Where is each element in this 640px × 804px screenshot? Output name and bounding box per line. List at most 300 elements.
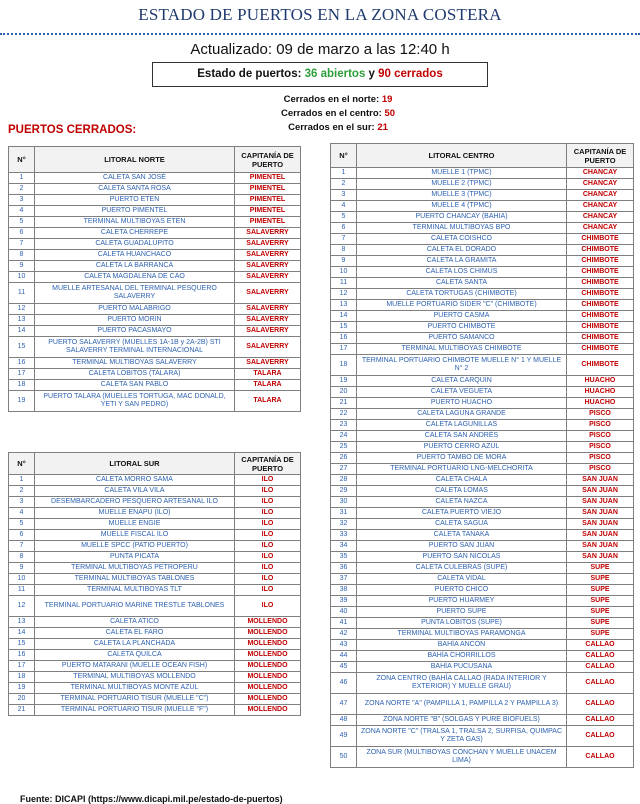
row-number: 9 xyxy=(9,563,35,574)
row-number: 42 xyxy=(331,629,357,640)
table-row xyxy=(331,179,634,190)
harbor-authority: SALAVERRY xyxy=(235,239,301,250)
row-number: 10 xyxy=(9,574,35,585)
port-name: CALETA SAN PABLO xyxy=(35,380,235,391)
port-name: CALETA NAZCA xyxy=(357,497,567,508)
table-row xyxy=(9,552,301,563)
table-row xyxy=(331,747,634,768)
row-number: 40 xyxy=(331,607,357,618)
north-closed-value: 19 xyxy=(381,94,393,105)
port-name: ZONA CENTRO (BAHÍA CALLAO (RADA INTERIOR Y EXTERIOR) Y MUELLE GRAU) xyxy=(357,673,567,694)
port-name: TERMINAL MULTIBOYAS PARAMONGA xyxy=(357,629,567,640)
table-row xyxy=(331,300,634,311)
table-row xyxy=(331,607,634,618)
harbor-authority: SALAVERRY xyxy=(235,272,301,283)
table-row xyxy=(9,283,301,304)
row-number: 16 xyxy=(331,333,357,344)
litoral-sur-table xyxy=(8,452,301,716)
port-name: DESEMBARCADERO PESQUERO ARTESANAL ILO xyxy=(35,497,235,508)
table-row xyxy=(331,201,634,212)
port-name: CALETA LOMAS xyxy=(357,486,567,497)
row-number: 19 xyxy=(331,376,357,387)
table-row xyxy=(9,369,301,380)
harbor-authority-column-header: CAPITANÍA DE PUERTO xyxy=(235,147,301,173)
row-number: 1 xyxy=(9,475,35,486)
harbor-authority: SUPE xyxy=(567,585,634,596)
row-number: 6 xyxy=(331,223,357,234)
harbor-authority: MOLLENDO xyxy=(235,694,301,705)
port-name: CALETA VILA VILA xyxy=(35,486,235,497)
harbor-authority: HUACHO xyxy=(567,376,634,387)
table-row xyxy=(9,304,301,315)
table-row xyxy=(9,541,301,552)
port-name: CALETA CARQUIN xyxy=(357,376,567,387)
port-name: BAHÍA CHORRILLOS xyxy=(357,651,567,662)
harbor-authority: SALAVERRY xyxy=(235,250,301,261)
table-row xyxy=(331,552,634,563)
row-number: 2 xyxy=(9,184,35,195)
port-column-header: LITORAL CENTRO xyxy=(357,144,567,168)
table-row xyxy=(331,322,634,333)
harbor-authority: SALAVERRY xyxy=(235,283,301,304)
harbor-authority: CHANCAY xyxy=(567,168,634,179)
row-number: 4 xyxy=(9,508,35,519)
harbor-authority: SUPE xyxy=(567,618,634,629)
harbor-authority: PISCO xyxy=(567,420,634,431)
harbor-authority: SAN JUAN xyxy=(567,475,634,486)
port-name: CALETA ATICO xyxy=(35,617,235,628)
harbor-authority: TALARA xyxy=(235,380,301,391)
port-name: PUERTO SALAVERRY (MUELLES 1A-1B y 2A-2B) STI SALAVERRY TERMINAL INTERNACIONAL xyxy=(35,337,235,358)
table-row xyxy=(331,530,634,541)
table-row xyxy=(331,190,634,201)
table-row xyxy=(331,333,634,344)
north-closed-label: Cerrados en el norte: xyxy=(283,94,382,105)
harbor-authority: SALAVERRY xyxy=(235,337,301,358)
port-name: TERMINAL MULTIBOYAS BPO xyxy=(357,223,567,234)
table-row xyxy=(9,519,301,530)
table-row xyxy=(9,250,301,261)
harbor-authority: ILO xyxy=(235,574,301,585)
harbor-authority: CHANCAY xyxy=(567,201,634,212)
row-number: 37 xyxy=(331,574,357,585)
port-name: CALETA CULEBRAS (SUPE) xyxy=(357,563,567,574)
row-number: 6 xyxy=(9,228,35,239)
harbor-authority: CHIMBOTE xyxy=(567,278,634,289)
port-name: CALETA LA BARRANCA xyxy=(35,261,235,272)
port-name: ZONA NORTE "C" (TRALSA 1, TRALSA 2, SURFISA, QUIMPAC Y ZETA GAS) xyxy=(357,726,567,747)
port-name: PUERTO CHICO xyxy=(357,585,567,596)
row-number: 11 xyxy=(331,278,357,289)
harbor-authority: CHANCAY xyxy=(567,223,634,234)
port-name: CALETA CHALA xyxy=(357,475,567,486)
port-name: PUERTO PACASMAYO xyxy=(35,326,235,337)
harbor-authority: MOLLENDO xyxy=(235,650,301,661)
harbor-authority: PIMENTEL xyxy=(235,217,301,228)
south-closed-value: 21 xyxy=(377,122,388,133)
row-number: 7 xyxy=(331,234,357,245)
port-name: MUELLE ENGIE xyxy=(35,519,235,530)
row-number: 21 xyxy=(331,398,357,409)
port-name: MUELLE 2 (TPMC) xyxy=(357,179,567,190)
row-number: 1 xyxy=(331,168,357,179)
row-number: 4 xyxy=(331,201,357,212)
port-name: PUERTO PIMENTEL xyxy=(35,206,235,217)
number-column-header: N° xyxy=(9,453,35,475)
port-name: CALETA TORTUGAS (CHIMBOTE) xyxy=(357,289,567,300)
table-row xyxy=(331,585,634,596)
port-name: PUERTO CERRO AZUL xyxy=(357,442,567,453)
port-column-header: LITORAL NORTE xyxy=(35,147,235,173)
row-number: 22 xyxy=(331,409,357,420)
port-name: CALETA MORRO SAMA xyxy=(35,475,235,486)
south-closed-label: Cerrados en el sur: xyxy=(288,122,378,133)
port-name: PUERTO CASMA xyxy=(357,311,567,322)
table-row xyxy=(331,278,634,289)
row-number: 16 xyxy=(9,650,35,661)
table-row xyxy=(331,234,634,245)
port-name: PUERTO ETEN xyxy=(35,195,235,206)
port-name: CALETA GUADALUPITO xyxy=(35,239,235,250)
harbor-authority: SUPE xyxy=(567,607,634,618)
row-number: 26 xyxy=(331,453,357,464)
table-row xyxy=(331,651,634,662)
harbor-authority: PIMENTEL xyxy=(235,206,301,217)
litoral-centro-table xyxy=(330,143,634,768)
row-number: 39 xyxy=(331,596,357,607)
harbor-authority: CHIMBOTE xyxy=(567,267,634,278)
harbor-authority: MOLLENDO xyxy=(235,683,301,694)
row-number: 24 xyxy=(331,431,357,442)
harbor-authority: PIMENTEL xyxy=(235,195,301,206)
harbor-authority: CHIMBOTE xyxy=(567,300,634,311)
harbor-authority: SALAVERRY xyxy=(235,315,301,326)
row-number: 7 xyxy=(9,541,35,552)
port-name: PUERTO HUACHO xyxy=(357,398,567,409)
port-name: PUNTA PICATA xyxy=(35,552,235,563)
table-row xyxy=(331,431,634,442)
harbor-authority: TALARA xyxy=(235,391,301,412)
harbor-authority: SAN JUAN xyxy=(567,519,634,530)
port-name: CALETA LAGUNA GRANDE xyxy=(357,409,567,420)
harbor-authority: ILO xyxy=(235,530,301,541)
port-name: CALETA LAGUNILLAS xyxy=(357,420,567,431)
harbor-authority: PIMENTEL xyxy=(235,173,301,184)
port-name: MUELLE PORTUARIO SIDER "C" (CHIMBOTE) xyxy=(357,300,567,311)
port-name: TERMINAL MULTIBOYAS PETROPERU xyxy=(35,563,235,574)
port-name: PUERTO TAMBO DE MORA xyxy=(357,453,567,464)
table-row xyxy=(331,442,634,453)
port-name: PUERTO SUPE xyxy=(357,607,567,618)
port-name: CALETA MAGDALENA DE CAO xyxy=(35,272,235,283)
harbor-authority: SAN JUAN xyxy=(567,541,634,552)
port-name: TERMINAL MULTIBOYAS MONTE AZUL xyxy=(35,683,235,694)
table-row xyxy=(9,508,301,519)
table-row xyxy=(9,563,301,574)
port-name: PUERTO HUARMEY xyxy=(357,596,567,607)
table-row xyxy=(9,228,301,239)
harbor-authority: ILO xyxy=(235,497,301,508)
table-row xyxy=(9,661,301,672)
port-name: TERMINAL MULTIBOYAS MOLLENDO xyxy=(35,672,235,683)
table-row xyxy=(331,311,634,322)
row-number: 12 xyxy=(9,304,35,315)
harbor-authority: SUPE xyxy=(567,563,634,574)
harbor-authority: SALAVERRY xyxy=(235,358,301,369)
harbor-authority: CHIMBOTE xyxy=(567,344,634,355)
row-number: 44 xyxy=(331,651,357,662)
status-conjunction: y xyxy=(365,68,379,80)
table-row xyxy=(9,337,301,358)
table-row xyxy=(331,420,634,431)
row-number: 8 xyxy=(331,245,357,256)
port-name: ZONA NORTE "B" (SOLGAS Y PURE BIOFUELS) xyxy=(357,715,567,726)
row-number: 20 xyxy=(331,387,357,398)
port-name: MUELLE SPCC (PATIO PUERTO) xyxy=(35,541,235,552)
harbor-authority: CHIMBOTE xyxy=(567,322,634,333)
table-row xyxy=(9,672,301,683)
harbor-authority: TALARA xyxy=(235,369,301,380)
port-name: TERMINAL MULTIBOYAS CHIMBOTE xyxy=(357,344,567,355)
table-row xyxy=(331,715,634,726)
row-number: 17 xyxy=(331,344,357,355)
table-header-row xyxy=(9,453,301,475)
port-name: CALETA SANTA xyxy=(357,278,567,289)
harbor-authority: MOLLENDO xyxy=(235,628,301,639)
table-row xyxy=(9,486,301,497)
port-status-summary-box xyxy=(152,62,488,87)
port-name: CALETA COISHCO xyxy=(357,234,567,245)
harbor-authority: MOLLENDO xyxy=(235,617,301,628)
number-column-header: N° xyxy=(9,147,35,173)
row-number: 27 xyxy=(331,464,357,475)
harbor-authority: MOLLENDO xyxy=(235,705,301,716)
table-row xyxy=(331,541,634,552)
litoral-norte-table xyxy=(8,146,301,412)
row-number: 19 xyxy=(9,391,35,412)
north-closed-line xyxy=(0,94,640,105)
harbor-authority: CALLAO xyxy=(567,673,634,694)
port-name: BAHÍA PUCUSANA xyxy=(357,662,567,673)
table-row xyxy=(331,267,634,278)
table-row xyxy=(9,705,301,716)
table-row xyxy=(331,398,634,409)
table-row xyxy=(9,650,301,661)
table-row xyxy=(9,206,301,217)
harbor-authority: CHANCAY xyxy=(567,212,634,223)
harbor-authority: HUACHO xyxy=(567,398,634,409)
row-number: 13 xyxy=(9,617,35,628)
harbor-authority: ILO xyxy=(235,519,301,530)
table-row xyxy=(9,173,301,184)
closed-count: 90 cerrados xyxy=(378,68,443,80)
port-name: MUELLE 4 (TPMC) xyxy=(357,201,567,212)
row-number: 41 xyxy=(331,618,357,629)
port-name: CALETA SAN ANDRÉS xyxy=(357,431,567,442)
port-name: PUERTO MALABRIGO xyxy=(35,304,235,315)
port-name: TERMINAL MULTIBOYAS SALAVERRY xyxy=(35,358,235,369)
port-name: MUELLE 3 (TPMC) xyxy=(357,190,567,201)
row-number: 29 xyxy=(331,486,357,497)
harbor-authority: CALLAO xyxy=(567,715,634,726)
row-number: 13 xyxy=(9,315,35,326)
port-name: PUERTO SAN NICOLAS xyxy=(357,552,567,563)
row-number: 17 xyxy=(9,369,35,380)
table-row xyxy=(9,380,301,391)
port-name: PUERTO SAMANCO xyxy=(357,333,567,344)
port-name: CALETA SAN JOSÉ xyxy=(35,173,235,184)
harbor-authority: ILO xyxy=(235,596,301,617)
port-name: PUNTA LOBITOS (SUPE) xyxy=(357,618,567,629)
port-name: CALETA QUILCA xyxy=(35,650,235,661)
port-name: TERMINAL PORTUARIO TISUR (MUELLE "F") xyxy=(35,705,235,716)
row-number: 18 xyxy=(331,355,357,376)
row-number: 14 xyxy=(331,311,357,322)
table-row xyxy=(331,694,634,715)
row-number: 34 xyxy=(331,541,357,552)
table-row xyxy=(331,508,634,519)
row-number: 19 xyxy=(9,683,35,694)
row-number: 12 xyxy=(9,596,35,617)
table-row xyxy=(9,184,301,195)
table-row xyxy=(331,245,634,256)
row-number: 31 xyxy=(331,508,357,519)
port-name: MUELLE ARTESANAL DEL TERMINAL PESQUERO SALAVERRY xyxy=(35,283,235,304)
port-name: PUERTO SAN JUAN xyxy=(357,541,567,552)
table-row xyxy=(331,376,634,387)
row-number: 16 xyxy=(9,358,35,369)
row-number: 4 xyxy=(9,206,35,217)
table-row xyxy=(9,639,301,650)
port-name: CALETA EL DORADO xyxy=(357,245,567,256)
table-row xyxy=(331,453,634,464)
port-name: PUERTO TALARA (MUELLES TORTUGA, MAC DONALD, YETI Y SAN PEDRO) xyxy=(35,391,235,412)
table-row xyxy=(331,475,634,486)
row-number: 36 xyxy=(331,563,357,574)
table-row xyxy=(9,358,301,369)
table-row xyxy=(9,475,301,486)
closed-ports-heading: PUERTOS CERRADOS: xyxy=(8,124,137,136)
port-name: TERMINAL PORTUARIO MARINE TRESTLE TABLONES xyxy=(35,596,235,617)
harbor-authority: PISCO xyxy=(567,464,634,475)
table-row xyxy=(9,261,301,272)
row-number: 47 xyxy=(331,694,357,715)
port-name: CALETA VIDAL xyxy=(357,574,567,585)
table-row xyxy=(331,344,634,355)
table-row xyxy=(331,223,634,234)
port-name: TERMINAL PORTUARIO LNG-MELCHORITA xyxy=(357,464,567,475)
harbor-authority: CALLAO xyxy=(567,662,634,673)
row-number: 18 xyxy=(9,380,35,391)
port-name: CALETA HUANCHACO xyxy=(35,250,235,261)
harbor-authority: SALAVERRY xyxy=(235,304,301,315)
harbor-authority: CHIMBOTE xyxy=(567,289,634,300)
harbor-authority: SUPE xyxy=(567,574,634,585)
harbor-authority: CALLAO xyxy=(567,651,634,662)
port-column-header: LITORAL SUR xyxy=(35,453,235,475)
row-number: 2 xyxy=(331,179,357,190)
row-number: 10 xyxy=(9,272,35,283)
port-name: CALETA VEGUETA xyxy=(357,387,567,398)
row-number: 21 xyxy=(9,705,35,716)
harbor-authority: CALLAO xyxy=(567,726,634,747)
harbor-authority: CALLAO xyxy=(567,747,634,768)
port-name: CALETA PUERTO VIEJO xyxy=(357,508,567,519)
row-number: 3 xyxy=(331,190,357,201)
open-count: 36 abiertos xyxy=(304,68,366,80)
port-name: PUERTO MORIN xyxy=(35,315,235,326)
table-row xyxy=(331,640,634,651)
row-number: 32 xyxy=(331,519,357,530)
row-number: 15 xyxy=(331,322,357,333)
row-number: 35 xyxy=(331,552,357,563)
harbor-authority: SALAVERRY xyxy=(235,228,301,239)
harbor-authority-column-header: CAPITANÍA DE PUERTO xyxy=(567,144,634,168)
row-number: 6 xyxy=(9,530,35,541)
row-number: 20 xyxy=(9,694,35,705)
harbor-authority: SAN JUAN xyxy=(567,530,634,541)
row-number: 15 xyxy=(9,337,35,358)
table-row xyxy=(331,168,634,179)
table-row xyxy=(331,618,634,629)
row-number: 8 xyxy=(9,250,35,261)
port-name: PUERTO CHANCAY (BAHIA) xyxy=(357,212,567,223)
harbor-authority-column-header: CAPITANÍA DE PUERTO xyxy=(235,453,301,475)
table-row xyxy=(331,629,634,640)
source-note: Fuente: DICAPI (https://www.dicapi.mil.pe/estado-de-puertos) xyxy=(20,794,283,804)
row-number: 25 xyxy=(331,442,357,453)
harbor-authority: ILO xyxy=(235,508,301,519)
table-row xyxy=(331,212,634,223)
table-row xyxy=(331,519,634,530)
harbor-authority: CHIMBOTE xyxy=(567,355,634,376)
port-name: CALETA TANAKA xyxy=(357,530,567,541)
harbor-authority: CHIMBOTE xyxy=(567,311,634,322)
port-name: MUELLE FISCAL ILO xyxy=(35,530,235,541)
row-number: 14 xyxy=(9,326,35,337)
harbor-authority: PISCO xyxy=(567,409,634,420)
port-name: MUELLE 1 (TPMC) xyxy=(357,168,567,179)
harbor-authority: ILO xyxy=(235,552,301,563)
row-number: 48 xyxy=(331,715,357,726)
harbor-authority: MOLLENDO xyxy=(235,639,301,650)
status-prefix: Estado de puertos: xyxy=(197,68,305,80)
table-row xyxy=(331,596,634,607)
port-name: CALETA CHERREPE xyxy=(35,228,235,239)
harbor-authority: SUPE xyxy=(567,629,634,640)
row-number: 13 xyxy=(331,300,357,311)
harbor-authority: SUPE xyxy=(567,596,634,607)
row-number: 17 xyxy=(9,661,35,672)
harbor-authority: HUACHO xyxy=(567,387,634,398)
port-name: PUERTO MATARANI (MUELLE OCEAN FISH) xyxy=(35,661,235,672)
row-number: 33 xyxy=(331,530,357,541)
harbor-authority: SAN JUAN xyxy=(567,508,634,519)
table-row xyxy=(9,326,301,337)
table-row xyxy=(9,694,301,705)
port-name: TERMINAL MULTIBOYAS ETEN xyxy=(35,217,235,228)
row-number: 9 xyxy=(331,256,357,267)
harbor-authority: CHANCAY xyxy=(567,190,634,201)
harbor-authority: ILO xyxy=(235,585,301,596)
row-number: 43 xyxy=(331,640,357,651)
table-row xyxy=(9,585,301,596)
table-row xyxy=(9,391,301,412)
harbor-authority: ILO xyxy=(235,563,301,574)
port-name: CALETA LA GRAMITA xyxy=(357,256,567,267)
row-number: 18 xyxy=(9,672,35,683)
row-number: 12 xyxy=(331,289,357,300)
